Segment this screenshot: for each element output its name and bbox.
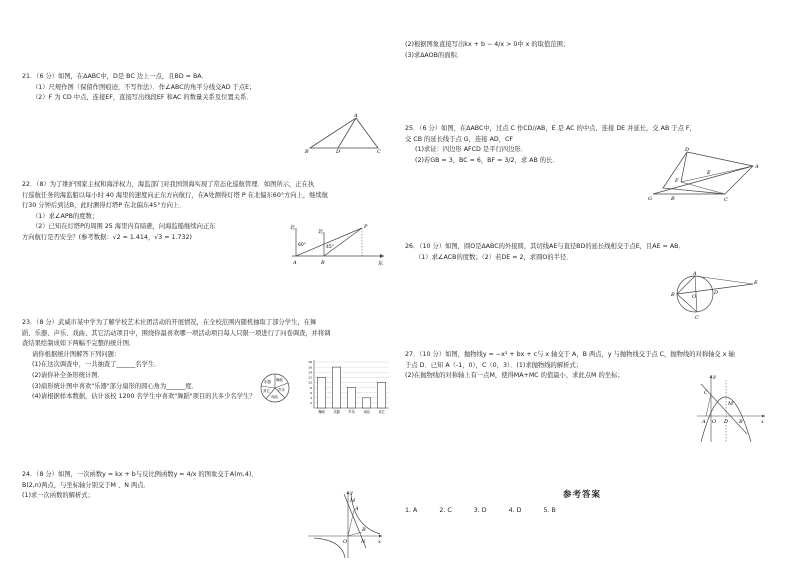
q22-line6: 方向航行是否安全？(参考数据：√2 = 1.414，√3 = 1.732) [22,233,193,241]
pie-label-4: 乐器 [264,380,271,384]
bar-category-label: 其它 [378,410,385,414]
q27-label-m: M [728,401,734,407]
bar-y-tick: 6 [310,390,312,395]
q25-line2: 交 CB 的延长线于点 G，连接 AD，CF [405,135,514,143]
q23-line7: (3)扇形统计图中喜欢"乐器"部分扇形的圆心角为______度． [32,382,198,390]
q22-label-east: 东 [378,261,384,267]
q27-parabola-figure [695,372,767,444]
q26-line1: 26．（10 分）如图，圆O是∆ABC的外接圆，其切线AE与直径BD的延长线相交于点E，且AE = AB． [405,243,685,250]
q25-line1: 25．（6 分）如图，在∆ABC中，过点 C 作CD//AB，E 是 AC 的中点，连接 DE 并延长，交 AB 于点 F， [405,125,696,132]
q22-label-b: B [321,260,325,266]
bar-1 [332,367,340,408]
q21-line2: （1）尺规作图（保留作图痕迹，不写作法）．作∠ABC的角平分线交AD 于点E； [32,83,256,91]
q23-pie-chart [257,370,297,410]
pie-label-0: 舞蹈 [276,378,283,382]
pie-label-3: 其它 [263,389,270,393]
q22-line3: 行30 分钟后到达B，此时测得灯塔P 在北偏东45°方向上． [22,202,186,210]
q24-label-m: M [350,498,356,504]
q26-label-d: D [714,290,719,296]
q26-label-b: B [671,292,675,298]
q21-line3: （2）F 为 CD 中点，连接EF，直接写出线段EF 和AC 的数量关系及位置关系． [32,94,253,102]
q23-line4: 请你根据统计图解答下列问题： [32,350,121,358]
bar-y-tick: 2 [310,401,312,406]
q21-line1: 21．（6 分）如图，在∆ABC中，D是 BC 边上一点，且BD = BA． [22,73,208,80]
q24b-line2: (3)求∆AOB的面积． [405,51,464,59]
q25-label-b: B [671,196,675,202]
q24-label-n: N [361,539,366,545]
q21-label-d: D [336,149,341,154]
q24-label-a: A [355,506,359,512]
q21-triangle-figure [302,112,392,154]
bar-y-tick: 10 [308,380,312,385]
bar-3 [362,398,370,408]
right-column [405,0,785,562]
q27-label-d: D [724,419,729,425]
q27-line2: 于点 D．已知 A（-1，0），C（0，3）．(1)求抛物线的解析式； [405,361,583,369]
q22-lighthouse-figure [284,222,389,268]
q22-line2: 行巡航任务的海监船以每小时 40 海里的速度向正东方向航行，在A处测得灯塔 P 在北偏东60°方向上，继续航 [22,191,329,199]
q25-line4: (2)若GB = 3，BC = 6，BF = 3/2，求 AB 的长． [415,156,559,164]
bar-y-tick: 16 [308,365,312,370]
q27-line3: (2)在抛物线的对称轴上有一点M，使得MA+MC 的值最小，求此点M 的坐标； [405,372,624,380]
q25-line3: (1)求证：四边形 AFCD 是平行四边形． [415,146,527,154]
q26-label-e: E [754,280,758,286]
q22-label-north-a: 北 [290,225,296,231]
bar-category-label: 戏曲 [363,410,370,414]
bar-4 [377,382,385,408]
pie-label-2: 戏曲 [271,395,278,399]
q24-line3: (1)求一次函数的解析式； [22,492,94,500]
answer-item: 4. D [508,507,522,514]
q22-line5: （2）已知在灯塔P的周围 25 海里内有暗礁，问海监船继续向正东 [32,223,216,231]
q27-label-o: O [712,419,717,425]
q22-label-north-b: 北 [318,229,324,235]
q21-label-a: A [354,113,358,119]
question-24-continued [405,40,765,61]
q22-label-a: A [293,260,297,266]
q24-label-x: x [378,539,381,545]
q25-label-d: D [685,147,690,153]
question-26 [405,242,765,263]
q23-line6: (2)请你补全条形统计图． [32,371,104,379]
bar-0 [317,377,325,408]
bar-category-label: 舞蹈 [318,410,325,414]
q26-line2: （1）求∠ACB的度数；（2）若DE = 2，求圆O的半径． [415,253,573,261]
q24-line1: 24．（8 分）如图，一次函数y = kx + b与反比例函数y = 4/x 的图象交于A(m,4)、 [22,471,258,478]
q26-label-c: C [695,315,699,321]
q23-line1: 23．（8 分）武威市某中学为了解学校艺术社团活动的开展情况，在全校范围内随机抽取了部分学生，在舞 [22,319,317,326]
q27-label-b: B [739,419,743,425]
left-column [22,0,402,562]
bar-y-tick: 4 [310,395,312,400]
q23-line5: (1)在这次调查中，一共抽查了______名学生． [32,361,161,369]
q23-line3: 查结果绘制成如下两幅不完整的统计图． [22,340,136,348]
q26-circle-figure [665,270,765,322]
q25-label-e: E [707,170,711,176]
bar-y-tick: 8 [310,385,312,390]
answers-title: 参考答案 [563,490,602,500]
q27-line1: 27．（10 分）如图，抛物线y = −x² + bx + c与 x 轴交于 A，B 两点，y 与抛物线交于点 C，抛物线的对称轴交 x 轴 [405,351,735,358]
answer-item: 5. B [543,507,556,514]
question-21 [22,72,382,104]
pie-label-1: 声乐 [278,388,285,392]
q25-label-g: G [648,196,652,202]
answer-item: 2. C [439,507,452,514]
q25-label-f: F [675,178,679,184]
q27-label-y: y [713,374,716,380]
q21-label-b: B [305,149,309,154]
q24-label-y: y [350,490,353,496]
answer-item: 3. D [473,507,487,514]
q23-bar-chart [302,358,392,418]
q24-function-figure [304,488,384,560]
q22-label-angle-60: 60° [298,243,306,248]
q24-label-b: B [362,527,366,533]
bar-category-label: 乐器 [333,410,340,414]
answers-list [405,507,576,514]
q24-line2: B(2,n)两点，与坐标轴分别交于M 、N 两点． [22,481,150,489]
q27-label-a: A [702,419,706,425]
q25-label-a: A [755,164,759,170]
bar-2 [347,388,355,408]
q27-label-c: C [704,390,708,396]
q27-label-x: x [761,419,764,425]
q21-label-c: C [377,149,381,154]
q25-parallelogram-figure [645,146,765,202]
bar-y-tick: 14 [308,370,312,375]
q22-line4: （1）求∠APB的度数； [32,212,99,220]
bar-y-tick: 12 [308,375,312,380]
q22-line1: 22．（8）为了维护国家主权和海洋权力，海监部门对我国领海实现了常态化巡航管理．如图所示，正在执 [22,181,315,188]
bar-y-tick: 18 [308,360,312,365]
q22-label-angle-45: 45° [326,245,334,250]
bar-category-label: 声乐 [348,410,355,414]
q26-label-a: A [693,271,697,277]
q23-line2: 蹈、乐器、声乐、戏曲、其它活动项目中，围绕你最喜欢哪一项活动项目每人只限一项进行了问卷调查，并将调 [22,329,331,337]
q23-line8: (4)请根据样本数据，估计该校 1200 名学生中喜欢"舞蹈"项目的共多少名学生？ [32,393,256,401]
q25-label-c: C [724,197,728,202]
q24b-line1: (2)根据图象直接写出kx + b − 4/x > 0中 x 的取值范围； [405,41,570,48]
q26-label-o: O [692,294,697,300]
answer-item: 1. A [405,507,418,514]
q24-label-o: O [343,539,348,545]
q22-label-p: P [364,224,368,230]
